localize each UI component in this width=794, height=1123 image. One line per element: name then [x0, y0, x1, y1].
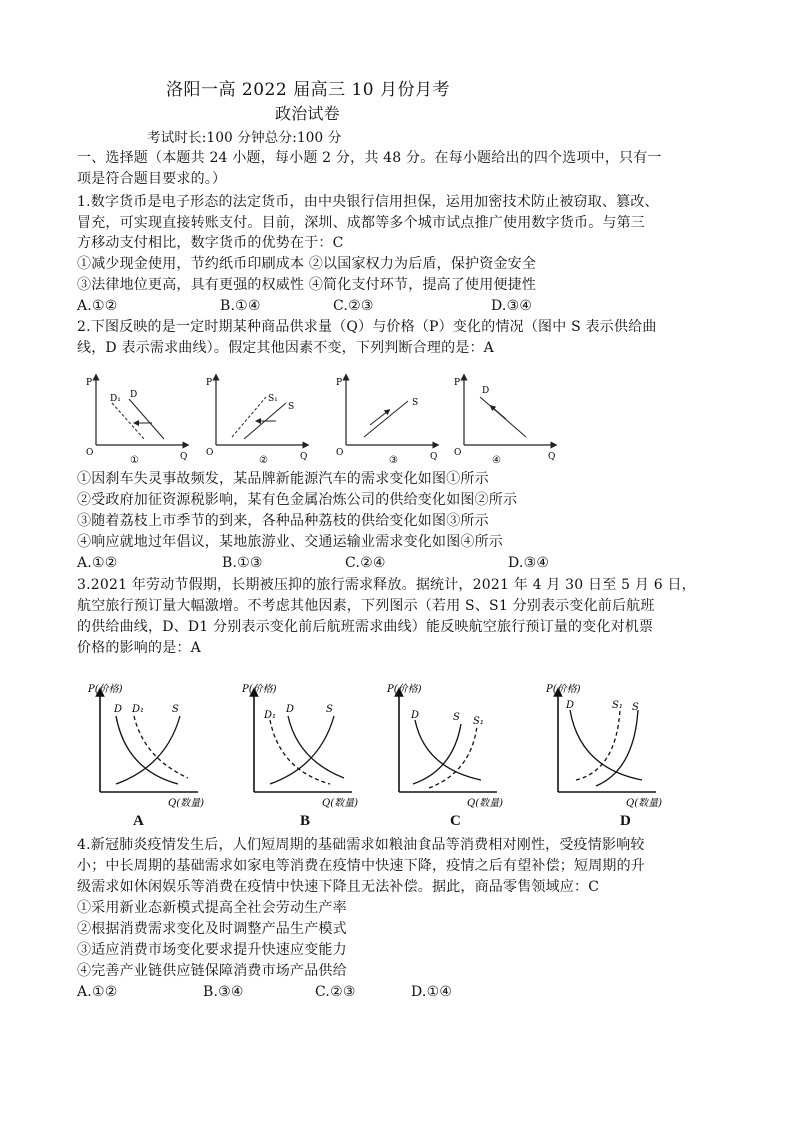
axis-y-label: P(价格)	[88, 684, 123, 695]
axis-x-label: Q(数量)	[322, 798, 359, 809]
curve-label: S	[632, 702, 639, 713]
exam-subject: 政治试卷	[275, 104, 340, 123]
question-2-line: 线，D 表示需求曲线）。假定其他因素不变，下列判断合理的是：A	[77, 340, 494, 356]
section-heading-line: 一、选择题（本题共 24 小题，每小题 2 分，共 48 分。在每小题给出的四个选项中，只有一	[77, 150, 662, 166]
q2-graph-3	[334, 373, 444, 465]
axis-p-label: P	[206, 378, 213, 388]
curve-label: D	[114, 704, 123, 715]
option-d: D.①④	[411, 984, 453, 1000]
question-1-line: 1.数字货币是电子形态的法定货币，由中央银行信用担保，运用加密技术防止被窃取、篡改、	[77, 194, 659, 210]
option-d: D.③④	[491, 298, 533, 314]
option-a: A.①②	[77, 298, 118, 314]
question-3-line: 3.2021 年劳动节假期，长期被压抑的旅行需求释放。据统计，2021 年 4 月 30 日至 5 月 6 日，	[77, 577, 696, 593]
q3-graph-b	[240, 680, 360, 810]
curve-d1	[270, 720, 330, 784]
curve-s1	[429, 726, 477, 788]
curve-s	[596, 710, 638, 786]
axis-y-label: P(价格)	[242, 684, 277, 695]
curve-label: D₁	[132, 704, 145, 715]
question-1-line: 方移动支付相比，数字货币的优势在于：C	[77, 235, 344, 251]
origin-label: O	[86, 448, 94, 458]
axis-p-label: P	[86, 378, 93, 388]
q2-graph-1	[84, 373, 194, 465]
graph-number: ②	[259, 455, 268, 466]
question-2-statement: ③随着荔枝上市季节的到来，各种品种荔枝的供给变化如图③所示	[77, 513, 489, 529]
section-heading-line: 项是符合题目要求的。）	[77, 171, 227, 187]
axis-p-label: P	[454, 378, 461, 388]
q2-graph-2	[204, 373, 314, 465]
axis-p-label: P	[336, 378, 343, 388]
axis-q-label: Q	[180, 452, 188, 462]
question-1-statement: ③法律地位更高，具有更强的权威性 ④简化支付环节，提高了使用便捷性	[77, 277, 537, 293]
graph-caption-b: B	[300, 813, 311, 829]
axis-x-label: Q(数量)	[626, 798, 663, 809]
q3-graph-d	[544, 680, 674, 810]
question-2-statement: ④响应就地过年倡议，某地旅游业、交通运输业需求变化如图④所示	[77, 534, 503, 550]
q2-graph-4	[452, 373, 562, 465]
curve-label: S₁	[473, 716, 484, 727]
question-4-statement: ③适应消费市场变化要求提升快速应变能力	[77, 942, 347, 958]
question-4-statement: ①采用新业态新模式提高全社会劳动生产率	[77, 900, 347, 916]
option-c: C.②③	[315, 984, 356, 1000]
axis-q-label: Q	[548, 452, 556, 462]
option-a: A.①②	[77, 555, 118, 571]
curve-s	[270, 716, 334, 784]
curve-d	[116, 716, 178, 784]
axis-x-label: Q(数量)	[467, 798, 504, 809]
question-4-statement: ②根据消费需求变化及时调整产品生产模式	[77, 921, 347, 937]
origin-label: O	[336, 448, 344, 458]
question-1-line: 冒充，可实现直接转账支付。目前，深圳、成都等多个城市试点推广使用数字货币。与第三	[77, 215, 645, 231]
curve-label: S	[288, 402, 295, 412]
curve-label: D₁	[264, 710, 277, 721]
axis-q-label: Q	[430, 452, 438, 462]
exam-meta: 考试时长:100 分钟总分:100 分	[147, 130, 342, 146]
direction-arrow	[370, 411, 388, 425]
option-b: B.③④	[203, 984, 244, 1000]
curve-label: D	[130, 390, 138, 400]
direction-arrow	[492, 407, 506, 419]
q3-graph-a	[86, 680, 206, 810]
curve-label: S	[412, 398, 419, 408]
question-4-statement: ④完善产业链供应链保障消费市场产品供给	[77, 963, 347, 979]
question-4-line: 级需求如休闲娱乐等消费在疫情中快速下降且无法补偿。据此，商品零售领域应：C	[77, 879, 600, 895]
question-1-statement: ①减少现金使用，节约纸币印刷成本 ②以国家权力为后盾，保护资金安全	[77, 256, 537, 272]
curve-label: S₁	[268, 394, 278, 404]
curve-label: D₁	[110, 394, 121, 404]
curve-s1	[232, 397, 266, 437]
graph-number: ①	[130, 455, 139, 466]
q3-graph-c	[385, 680, 505, 810]
question-4-line: 小；中长周期的基础需求如家电等消费在疫情中快速下降，疫情之后有望补偿；短周期的升	[77, 858, 645, 874]
question-2-line: 2.下图反映的是一定时期某种商品供求量（Q）与价格（P）变化的情况（图中 S 表示供给曲	[77, 319, 657, 335]
curve-s	[116, 716, 180, 784]
graph-caption-a: A	[133, 813, 144, 829]
question-2-statement: ①因刹车失灵事故频发，某品牌新能源汽车的需求变化如图①所示	[77, 471, 489, 487]
curve-label: D	[286, 704, 295, 715]
question-4-line: 4.新冠肺炎疫情发生后，人们短周期的基础需求如粮油食品等消费相对刚性，受疫情影响较	[77, 837, 645, 853]
curve-label: S	[172, 704, 179, 715]
option-c: C.②④	[345, 555, 386, 571]
curve-s	[413, 724, 461, 784]
origin-label: O	[206, 448, 214, 458]
curve-d	[129, 399, 164, 439]
curve-label: S	[326, 704, 333, 715]
exam-title: 洛阳一高 2022 届高三 10 月份月考	[166, 80, 451, 100]
curve-d1	[134, 716, 188, 778]
curve-s	[364, 401, 408, 437]
curve-d1	[112, 403, 144, 439]
curve-label: S₁	[612, 700, 623, 711]
graph-caption-d: D	[620, 813, 631, 829]
curve-label: D	[566, 700, 575, 711]
option-d: D.③④	[508, 555, 550, 571]
axis-y-label: P(价格)	[387, 684, 422, 695]
axis-q-label: Q	[300, 452, 308, 462]
question-3-line: 的供给曲线，D、D1 分别表示变化前后航班需求曲线）能反映航空旅行预订量的变化对机票	[77, 619, 654, 635]
option-c: C.②③	[333, 298, 374, 314]
question-3-line: 价格的影响的是：A	[77, 640, 201, 656]
axis-x-label: Q(数量)	[168, 798, 205, 809]
curve-label: D	[411, 710, 420, 721]
graph-caption-c: C	[450, 813, 461, 829]
axis-y-label: P(价格)	[546, 684, 581, 695]
question-3-line: 航空旅行预订量大幅激增。不考虑其他因素，下列图示（若用 S、S1 分别表示变化前后航班	[77, 598, 655, 614]
option-b: B.①④	[220, 298, 261, 314]
origin-label: O	[454, 448, 462, 458]
curve-d	[288, 716, 344, 778]
option-b: B.①③	[222, 555, 263, 571]
question-2-statement: ②受政府加征资源税影响，某有色金属冶炼公司的供给变化如图②所示	[77, 492, 518, 508]
option-a: A.①②	[77, 984, 118, 1000]
graph-number: ④	[492, 455, 501, 466]
curve-label: D	[482, 386, 490, 396]
graph-number: ③	[389, 455, 398, 466]
curve-label: S	[453, 712, 460, 723]
